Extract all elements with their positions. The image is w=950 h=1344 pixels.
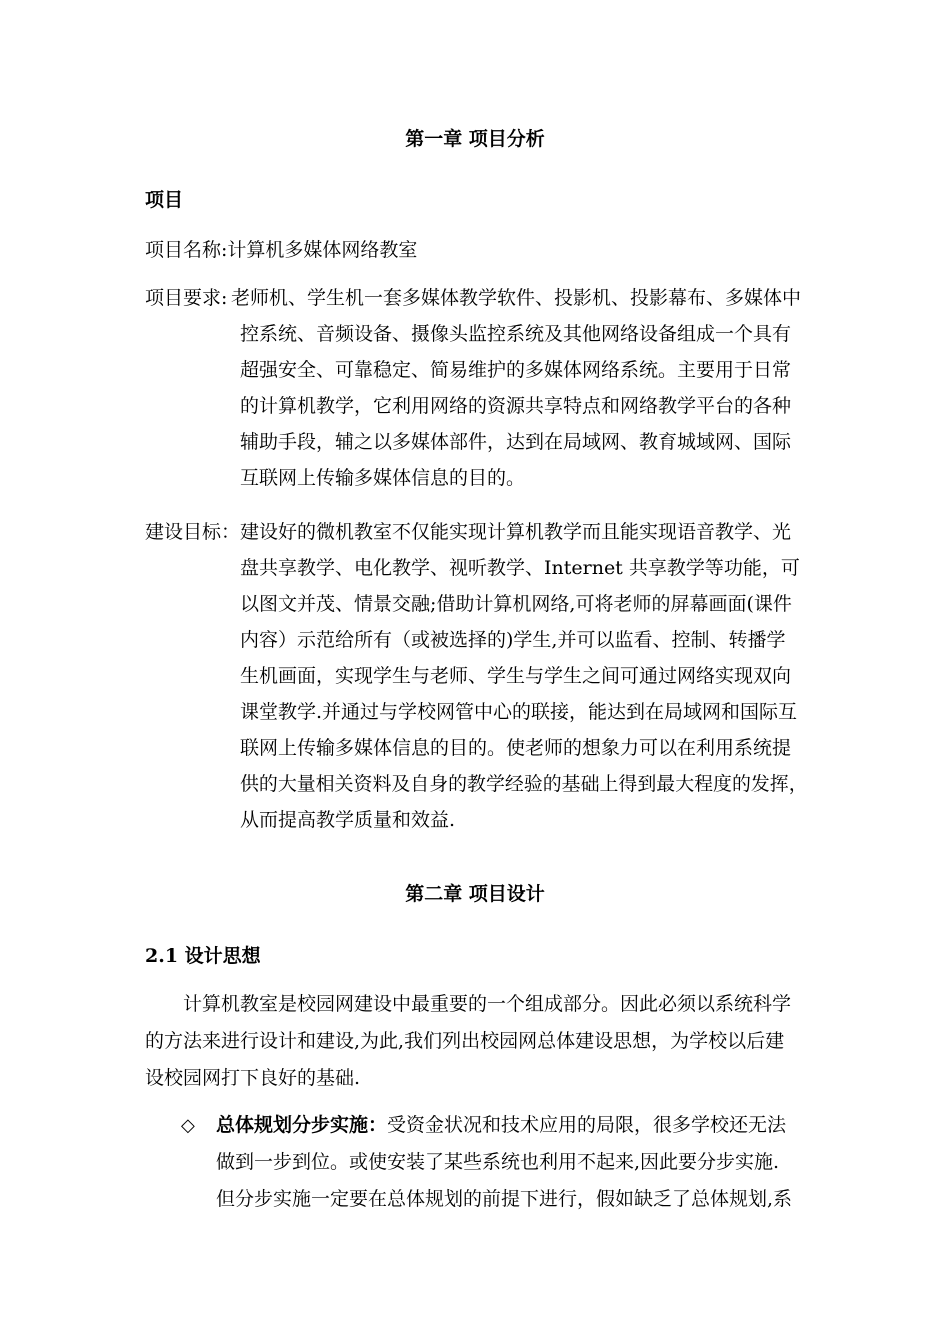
project-goal-line: 盘共享教学、电化教学、视听教学、Internet 共享教学等功能，可 bbox=[240, 557, 800, 579]
project-name-value: 计算机多媒体网络教室 bbox=[227, 239, 418, 261]
section21-para-line: 设校园网打下良好的基础. bbox=[145, 1067, 361, 1089]
chapter2-title: 第二章 项目设计 bbox=[405, 883, 545, 905]
project-heading: 项目 bbox=[145, 189, 184, 211]
bullet-line: 做到一步到位。或使安装了某些系统也利用不起来,因此要分步实施. bbox=[216, 1151, 780, 1173]
bullet-line: 但分步实施一定要在总体规划的前提下进行，假如缺乏了总体规划,系 bbox=[216, 1188, 793, 1210]
project-name bbox=[145, 238, 417, 262]
chapter1-title: 第一章 项目分析 bbox=[405, 128, 545, 150]
project-goal-line: 联网上传输多媒体信息的目的。使老师的想象力可以在利用系统提 bbox=[240, 737, 792, 759]
project-req-line: 互联网上传输多媒体信息的目的。 bbox=[240, 467, 526, 489]
bullet-label: 总体规划分步实施： bbox=[216, 1114, 388, 1136]
bullet-text: 受资金状况和技术应用的局限，很多学校还无法 bbox=[387, 1114, 787, 1136]
project-goal-line: 生机画面，实现学生与老师、学生与学生之间可通过网络实现双向 bbox=[240, 665, 792, 687]
section21-para-line: 的方法来进行设计和建设,为此,我们列出校园网总体建设思想，为学校以后建 bbox=[145, 1030, 785, 1052]
project-goal-line: 供的大量相关资料及自身的教学经验的基础上得到最大程度的发挥， bbox=[240, 773, 808, 795]
project-req-line: 老师机、学生机一套多媒体教学软件、投影机、投影幕布、多媒体中 bbox=[231, 287, 802, 309]
bullet-first-line bbox=[216, 1113, 786, 1137]
project-req-line: 控系统、音频设备、摄像头监控系统及其他网络设备组成一个具有 bbox=[240, 323, 792, 345]
project-goal-line: 以图文并茂、情景交融;借助计算机网络,可将老师的屏幕画面(课件 bbox=[240, 593, 792, 615]
project-goal-label: 建设目标： bbox=[145, 521, 241, 543]
project-goal-line: 从而提高教学质量和效益. bbox=[240, 809, 456, 831]
diamond-bullet-icon: ◇ bbox=[181, 1115, 195, 1136]
project-req-label: 项目要求: bbox=[145, 287, 228, 309]
project-name-label: 项目名称: bbox=[145, 239, 228, 261]
project-req-line: 超强安全、可靠稳定、简易维护的多媒体网络系统。主要用于日常 bbox=[240, 359, 792, 381]
section21-para-line: 计算机教室是校园网建设中最重要的一个组成部分。因此必须以系统科学 bbox=[183, 993, 792, 1015]
bullet-item bbox=[181, 1113, 195, 1138]
project-goal-line: 建设好的微机教室不仅能实现计算机教学而且能实现语音教学、光 bbox=[240, 521, 792, 543]
project-goal-line: 课堂教学.并通过与学校网管中心的联接，能达到在局域网和国际互 bbox=[240, 701, 798, 723]
project-req-line: 辅助手段，辅之以多媒体部件，达到在局域网、教育城域网、国际 bbox=[240, 431, 792, 453]
section21-heading: 2.1 设计思想 bbox=[145, 945, 261, 967]
project-goal-line: 内容）示范给所有（或被选择的)学生,并可以监看、控制、转播学 bbox=[240, 629, 786, 651]
project-req-line: 的计算机教学，它利用网络的资源共享特点和网络教学平台的各种 bbox=[240, 395, 792, 417]
